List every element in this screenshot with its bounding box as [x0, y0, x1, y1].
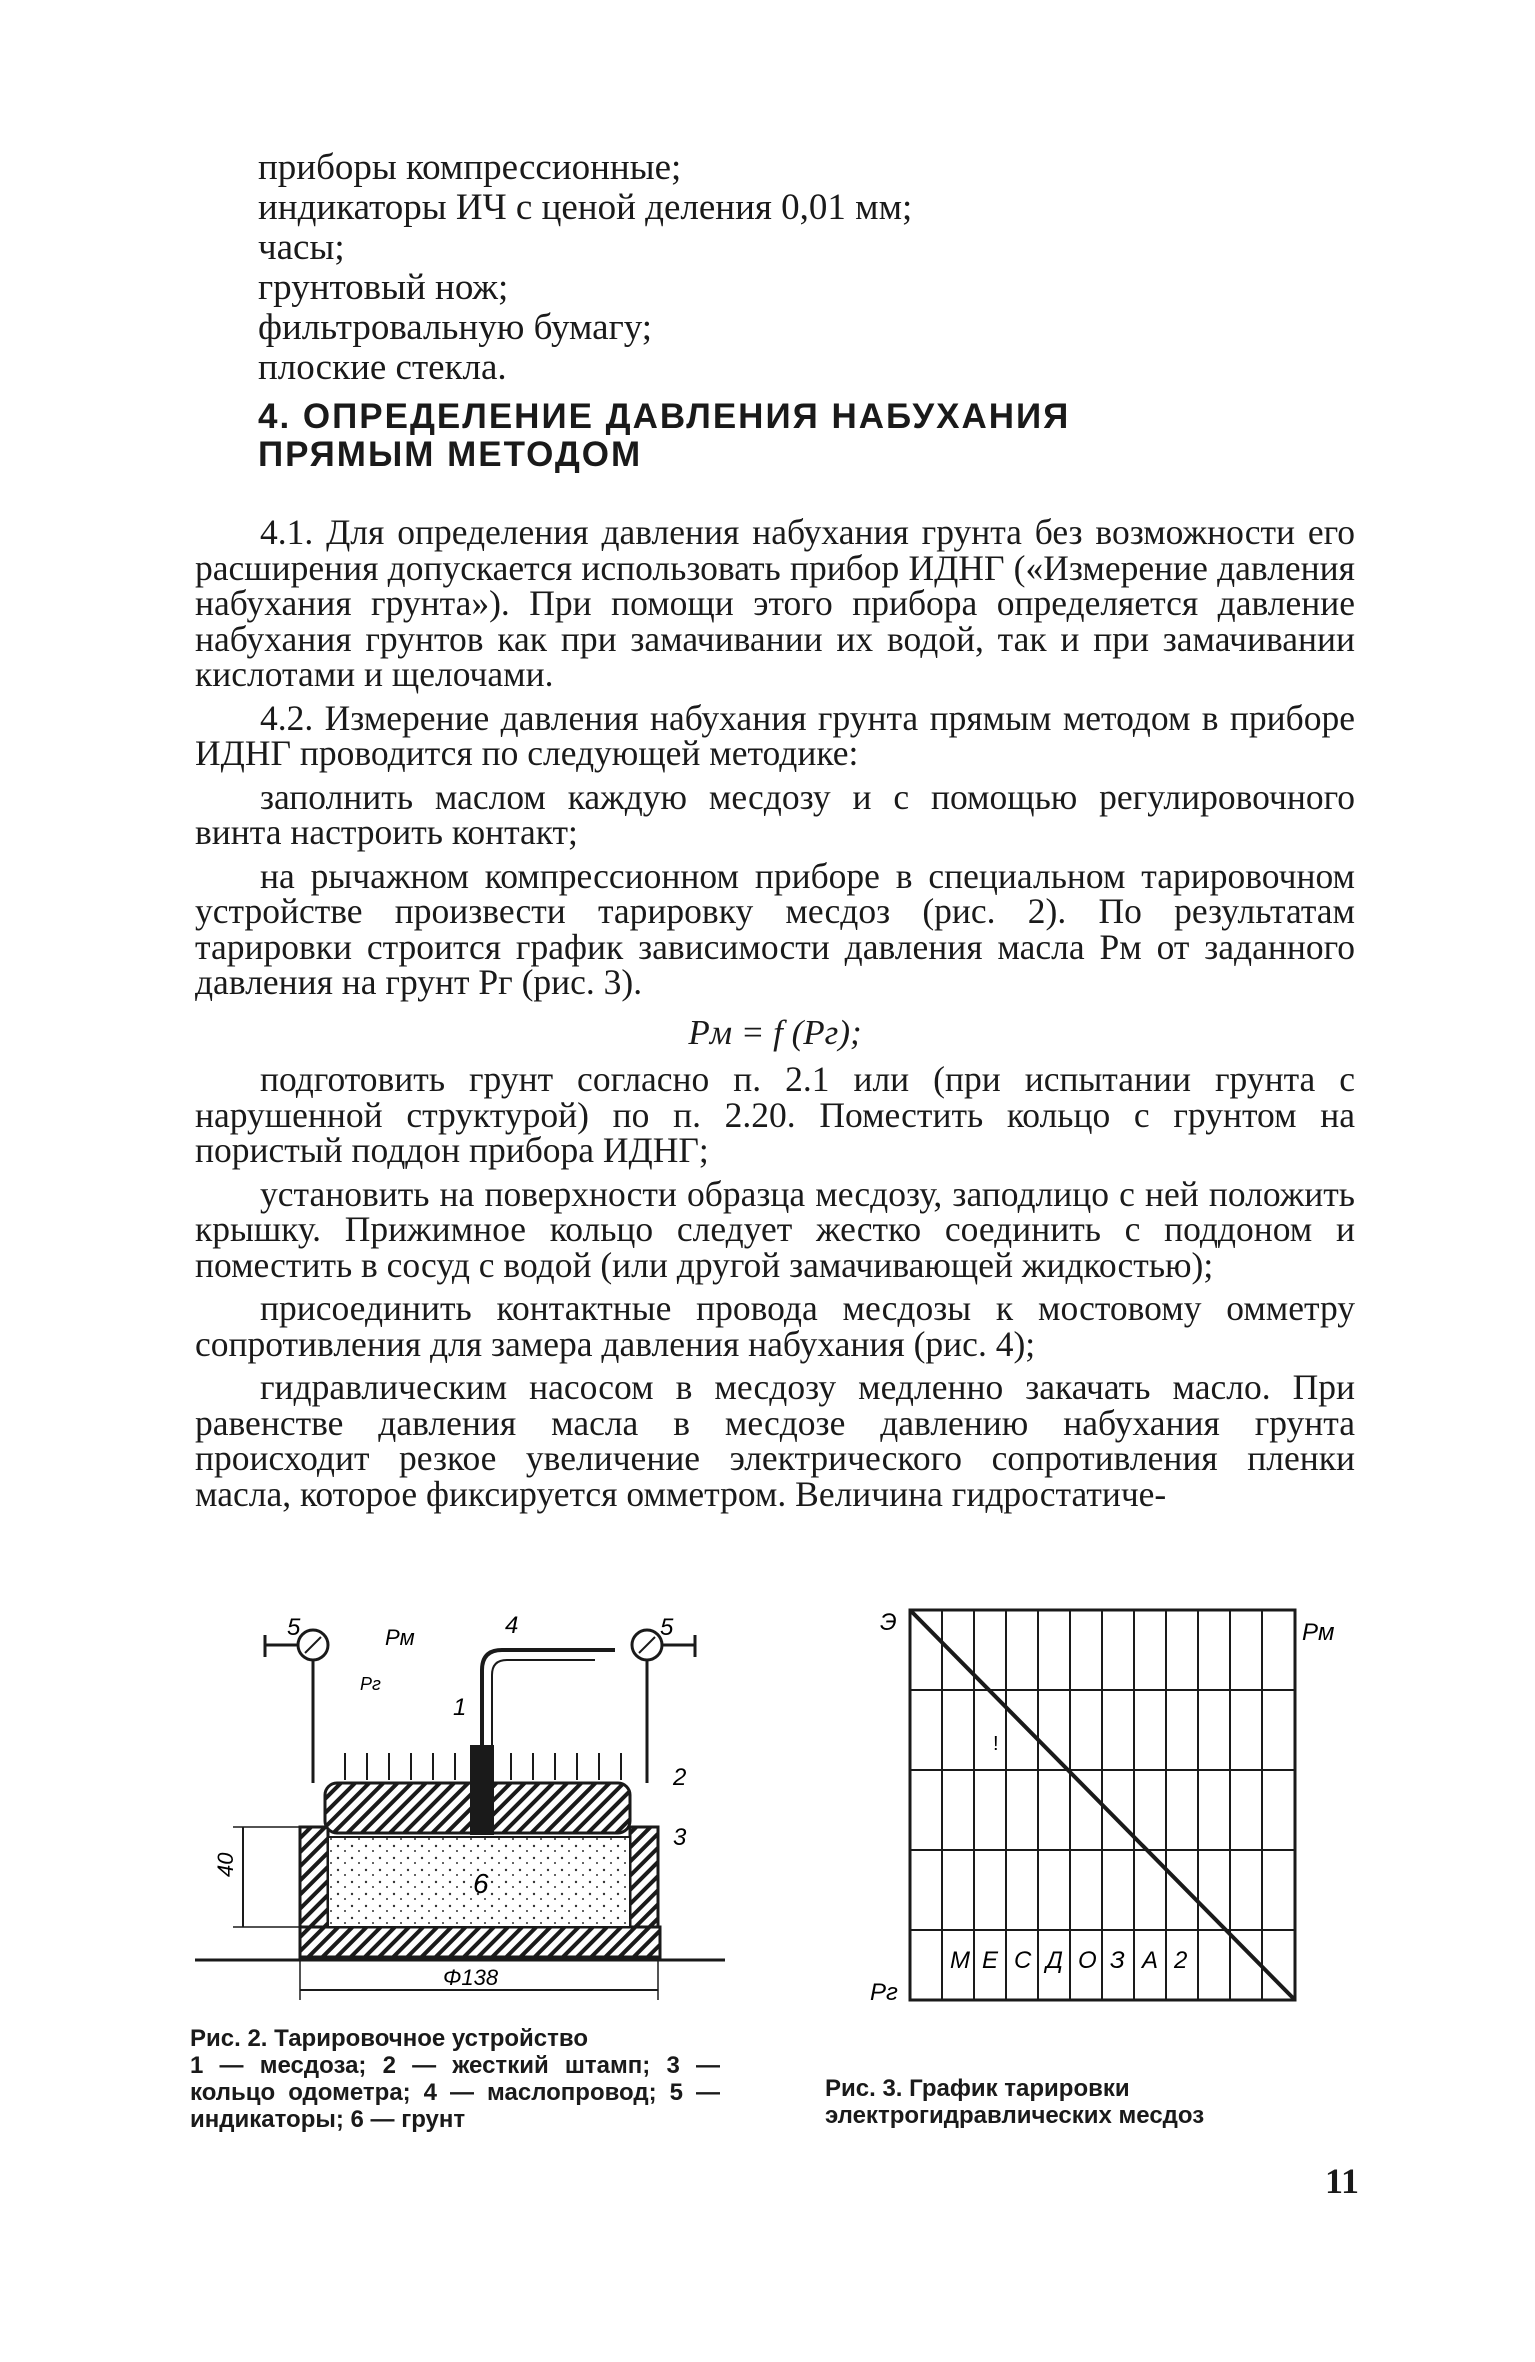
figure-2-title: Рис. 2. Тарировочное устройство	[190, 2025, 589, 2052]
porous-base	[300, 1927, 660, 1957]
oil-line	[482, 1650, 615, 1745]
strip-letter: З	[1110, 1947, 1125, 1974]
list-item: индикаторы ИЧ с ценой деления 0,01 мм;	[258, 187, 913, 228]
strip-letter: А	[1142, 1947, 1159, 1974]
section-heading	[258, 398, 1358, 474]
label-pm-axis: Pм	[1302, 1619, 1335, 1646]
paragraph-4-1: 4.1. Для определения давления набухания грунта без возможности его расширения допускается использовать прибор ИДНГ («Измерение давления набухания грунта»). При помощи этого прибора определяется давление набухания грунтов как при замачивании их водой, так и при замачивании кислотами и щелочами.	[195, 512, 1355, 694]
list-item: фильтровальную бумагу;	[258, 307, 653, 348]
page-number: 11	[1325, 2161, 1360, 2201]
strip-letter: С	[1014, 1947, 1032, 1974]
strip-letter: 2	[1174, 1947, 1188, 1974]
body-text	[195, 512, 1355, 1514]
list-item: часы;	[258, 227, 345, 268]
step-install-mesdoza: установить на поверхности образца месдозу, заподлицо с ней положить крышку. Прижимное кольцо следует жестко соединить с поддоном и поместить в сосуд с водой (или другой замачивающей жидкостью);	[195, 1173, 1355, 1285]
strip-letter: Д	[1046, 1947, 1063, 1974]
label-4: 4	[505, 1615, 519, 1639]
paragraph-4-2: 4.2. Измерение давления набухания грунта прямым методом в приборе ИДНГ проводится по следующей методике:	[195, 697, 1355, 773]
section-title-line1: 4. ОПРЕДЕЛЕНИЕ ДАВЛЕНИЯ НАБУХАНИЯ	[258, 397, 1071, 436]
list-item: приборы компрессионные;	[258, 147, 682, 188]
label-origin: Э	[880, 1609, 897, 1636]
label-3: 3	[673, 1824, 687, 1851]
label-pm: Pм	[385, 1625, 415, 1650]
figure-2-caption	[190, 2025, 720, 2133]
label-pr-axis: Pг	[870, 1979, 898, 2006]
list-item: плоские стекла.	[258, 347, 507, 388]
label-2: 2	[673, 1764, 687, 1791]
label-5-right: 5	[660, 1615, 674, 1641]
label-diameter: Φ138	[443, 1965, 499, 1990]
strip-letter: Е	[982, 1947, 999, 1974]
grid-mark: !	[993, 1733, 999, 1755]
label-height: 40	[213, 1852, 238, 1877]
step-prepare-soil: подготовить грунт согласно п. 2.1 или (при испытании грунта с нарушенной структурой) по п. 2.20. Поместить кольцо с грунтом на пористый поддон прибора ИДНГ;	[195, 1059, 1355, 1170]
mesdoza	[470, 1745, 494, 1835]
ring-right	[630, 1827, 658, 1927]
list-item: грунтовый нож;	[258, 267, 509, 308]
equipment-list	[258, 148, 912, 388]
label-5-left: 5	[287, 1615, 301, 1641]
section-title-line2: ПРЯМЫМ МЕТОДОМ	[258, 435, 643, 474]
figure-2-legend: 1 — месдоза; 2 — жесткий штамп; 3 — кольцо одометра; 4 — маслопровод; 5 — индикаторы; 6 — грунт	[190, 2052, 720, 2133]
ring-left	[300, 1827, 328, 1927]
step-calibration: на рычажном компрессионном приборе в специальном тарировочном устройстве произвести тарировку месдоз (рис. 2). По результатам тарировки строится график зависимости давления масла Pм от заданного давления на грунт Pг (рис. 3).	[195, 855, 1355, 1002]
figure-3-caption: Рис. 3. График тарировки электрогидравлических месдоз	[825, 2075, 1205, 2129]
label-6: 6	[473, 1868, 489, 1899]
figure-3-calibration-graph	[850, 1600, 1360, 2020]
figure-2-calibration-device	[195, 1615, 725, 2015]
strip-letter: М	[950, 1947, 970, 1974]
label-1: 1	[453, 1694, 467, 1721]
step-fill-oil: заполнить маслом каждую месдозу и с помощью регулировочного винта настроить контакт;	[195, 776, 1355, 852]
strip-letter: О	[1078, 1947, 1097, 1974]
step-pump-oil: гидравлическим насосом в месдозу медленно закачать масло. При равенстве давления масла в месдозе давлению набухания грунта происходит резкое увеличение электрического сопротивления пленки масла, которое фиксируется омметром. Величина гидростатиче-	[195, 1367, 1355, 1514]
step-connect-wires: присоединить контактные провода месдозы к мостовому омметру сопротивления для замера давления набухания (рис. 4);	[195, 1288, 1355, 1364]
label-pr: Pг	[360, 1674, 381, 1694]
formula: Pм = f (Pг);	[688, 1012, 862, 1052]
